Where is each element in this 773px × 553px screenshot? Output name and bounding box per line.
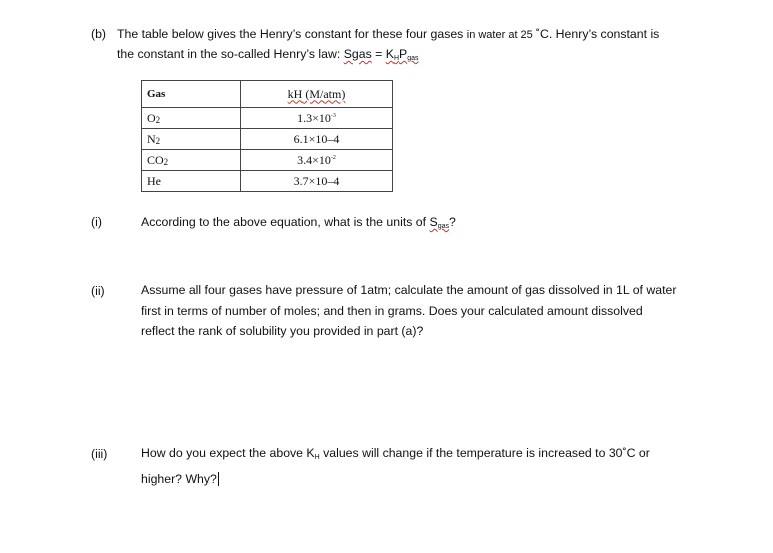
part-b-text-b: in water at 25 <box>466 29 536 41</box>
text-cursor <box>218 472 219 486</box>
gas-subscript: 2 <box>155 135 161 146</box>
q1-label: (i) <box>91 215 102 229</box>
kh-exponent: –4 <box>327 173 340 188</box>
kh-mantissa: 3.7×10 <box>293 173 328 188</box>
gas-name: CO <box>147 152 164 167</box>
kh-exponent: -2 <box>330 154 336 161</box>
q3-kh-sub: H <box>314 454 320 461</box>
q3-text-d: higher? Why? <box>141 471 217 486</box>
kh-mantissa: 1.3×10 <box>297 110 331 125</box>
eq-k: K <box>385 47 394 61</box>
eq-sgas: Sgas <box>343 47 372 61</box>
gas-subscript: 2 <box>163 156 169 167</box>
q1-s-sub: gas <box>437 223 449 230</box>
q1-question-mark: ? <box>448 215 456 229</box>
table-header-row <box>142 81 393 108</box>
gas-subscript: 2 <box>155 114 161 125</box>
part-b-label: (b) <box>91 27 107 41</box>
q1-text <box>141 215 456 230</box>
kh-mantissa: 6.1×10 <box>293 131 328 146</box>
q2-text <box>141 280 676 342</box>
eq-pgas <box>399 47 419 61</box>
header-kh-symbol: kH <box>287 86 303 101</box>
kh-cell <box>241 129 393 150</box>
table-row <box>142 171 393 192</box>
q3-line-1 <box>141 443 650 469</box>
eq-equals: = <box>371 47 386 61</box>
part-b-text-a: The table below gives the Henry’s constant for these four gases <box>117 27 467 41</box>
q3-text[interactable] <box>141 443 650 489</box>
header-gas: Gas <box>142 81 241 108</box>
kh-cell <box>241 108 393 129</box>
q1-question: According to the above equation, what is the units of <box>141 215 430 229</box>
part-b-line-2 <box>117 47 419 62</box>
eq-kh <box>386 47 399 61</box>
q3-line-2 <box>141 469 650 490</box>
gas-cell <box>142 171 241 192</box>
gas-cell <box>142 150 241 171</box>
kh-exponent: -3 <box>330 112 336 119</box>
kh-cell <box>241 171 393 192</box>
eq-p: P <box>399 47 408 61</box>
part-b-text-c: C. Henry’s constant is <box>539 27 660 41</box>
kh-exponent: –4 <box>327 131 340 146</box>
part-b-law-prefix: the constant in the so-called Henry’s law: <box>117 47 344 61</box>
part-b-line-1 <box>117 27 659 41</box>
q2-line-1: Assume all four gases have pressure of 1atm; calculate the amount of gas dissolved in 1L of water <box>141 283 677 297</box>
gas-cell <box>142 129 241 150</box>
gas-name: O <box>147 110 156 125</box>
q1-s: S <box>429 215 438 229</box>
q3-text-a: How do you expect the above K <box>141 446 315 460</box>
degree-symbol: ˚ <box>535 27 540 41</box>
q3-text-b: values will change if the temperature is increased to 30 <box>319 446 623 460</box>
table-row <box>142 129 393 150</box>
q3-degree: ˚ <box>622 446 627 460</box>
header-kh <box>241 81 393 108</box>
q1-sgas <box>429 215 449 229</box>
kh-cell <box>241 150 393 171</box>
eq-p-sub: gas <box>407 55 419 62</box>
gas-name: N <box>147 131 156 146</box>
q3-text-c: C or <box>626 446 650 460</box>
table-row <box>142 108 393 129</box>
header-kh-unit: (M/atm) <box>302 86 346 101</box>
q2-line-2: first in terms of number of moles; and then in grams. Does your calculated amount dissolved <box>141 303 643 318</box>
q2-label: (ii) <box>91 284 105 298</box>
gas-name: He <box>147 173 161 188</box>
table-row <box>142 150 393 171</box>
henry-constant-table <box>141 80 393 192</box>
q3-label: (iii) <box>91 447 108 461</box>
kh-mantissa: 3.4×10 <box>297 152 331 167</box>
gas-cell <box>142 108 241 129</box>
q2-line-3: reflect the rank of solubility you provided in part (a)? <box>141 324 424 338</box>
eq-k-sub: H <box>393 55 400 62</box>
